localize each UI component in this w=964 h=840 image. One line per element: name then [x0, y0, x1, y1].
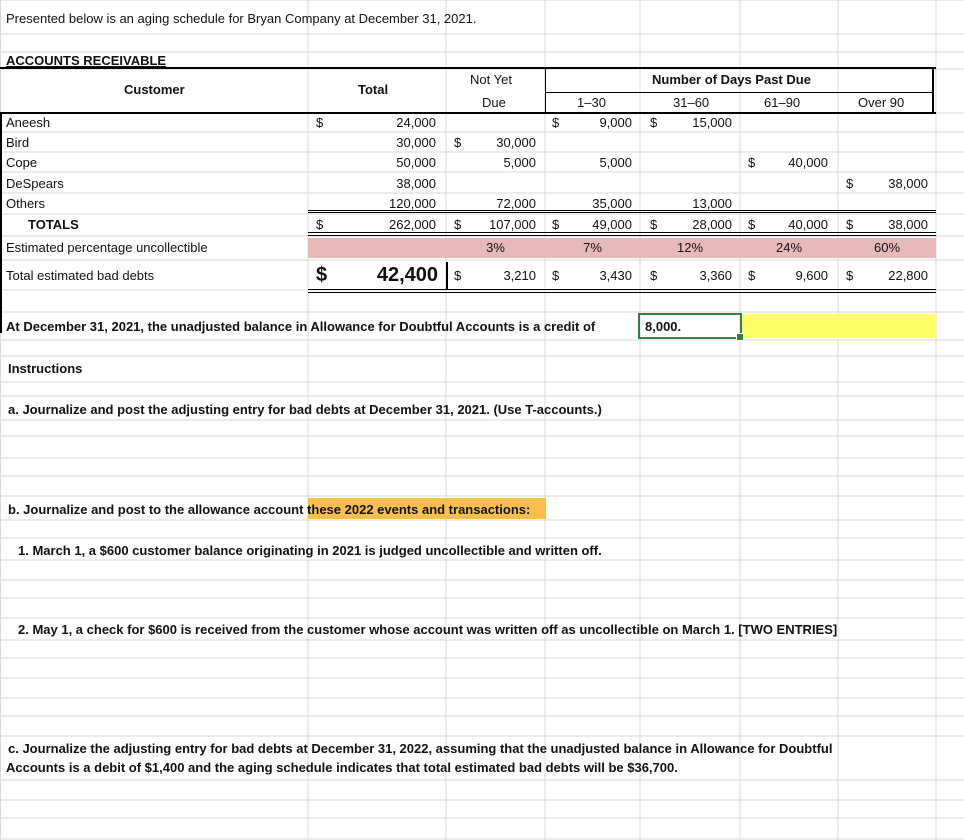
- percent-b2: 12%: [676, 240, 704, 255]
- bad-debts-b1: 3,430: [599, 268, 632, 283]
- instruction-c-line1: c. Journalize the adjusting entry for bad debts at December 31, 2022, assuming that the unadjusted balance in Allowance for Doubtful: [8, 741, 833, 756]
- row-nyd: 72,000: [496, 196, 536, 211]
- dollar-sign: $: [748, 217, 756, 232]
- days-header-underline: [545, 92, 934, 93]
- row-b2: 13,000: [692, 196, 732, 211]
- dollar-sign: $: [552, 217, 560, 232]
- row-b2: 15,000: [692, 115, 732, 130]
- row-total: 24,000: [396, 115, 436, 130]
- allowance-row-highlight: [740, 314, 936, 338]
- customer-name: Cope: [6, 155, 38, 170]
- header-61-90: 61–90: [764, 95, 801, 110]
- bad-debts-b4: 22,800: [888, 268, 928, 283]
- bad-debts-total: 42,400: [376, 264, 438, 286]
- header-1-30: 1–30: [577, 95, 606, 110]
- allowance-value[interactable]: 8,000.: [645, 319, 682, 334]
- header-31-60: 31–60: [673, 95, 710, 110]
- instructions-title: Instructions: [8, 361, 83, 376]
- header-customer: Customer: [124, 82, 185, 97]
- header-not-yet: Not Yet: [470, 72, 512, 87]
- dollar-sign: $: [454, 135, 462, 150]
- selected-cell[interactable]: [638, 313, 742, 339]
- dollar-sign: $: [552, 115, 560, 130]
- instruction-b: b. Journalize and post to the allowance account these 2022 events and transactions:: [8, 502, 531, 517]
- bad-debts-b3: 9,600: [795, 268, 828, 283]
- header-total: Total: [358, 82, 389, 97]
- instruction-b1: 1. March 1, a $600 customer balance originating in 2021 is judged uncollectible and written off.: [18, 543, 602, 558]
- bad-debts-bottom-border-2: [308, 292, 936, 293]
- percent-nyd: 3%: [486, 240, 505, 255]
- days-header-left-border: [545, 69, 546, 113]
- row-total: 30,000: [396, 135, 436, 150]
- row-total: 38,000: [396, 176, 436, 191]
- customer-name: Aneesh: [6, 115, 51, 130]
- customer-name: Others: [6, 196, 46, 211]
- dollar-sign: $: [846, 217, 854, 232]
- header-due: Due: [482, 95, 506, 110]
- percent-b1: 7%: [583, 240, 602, 255]
- percent-b3: 24%: [775, 240, 803, 255]
- row-nyd: 5,000: [503, 155, 536, 170]
- instruction-a: a. Journalize and post the adjusting entry for bad debts at December 31, 2021. (Use T-accounts.): [8, 402, 602, 417]
- instruction-c-line2: Accounts is a debit of $1,400 and the aging schedule indicates that total estimated bad debts will be $36,700.: [6, 760, 678, 775]
- totals-nyd: 107,000: [489, 217, 536, 232]
- row-total: 120,000: [389, 196, 436, 211]
- allowance-text: At December 31, 2021, the unadjusted balance in Allowance for Doubtful Accounts is a credit of: [6, 319, 596, 334]
- totals-total: 262,000: [389, 217, 436, 232]
- dollar-sign: $: [650, 217, 658, 232]
- dollar-sign: $: [748, 155, 756, 170]
- row-b3: 40,000: [788, 155, 828, 170]
- instruction-b2: 2. May 1, a check for $600 is received from the customer whose account was written off as uncollectible on March 1. [TWO ENTRIES]: [18, 622, 838, 637]
- row-nyd: 30,000: [496, 135, 536, 150]
- dollar-sign: $: [316, 217, 324, 232]
- row-b4: 38,000: [888, 176, 928, 191]
- totals-b1: 49,000: [592, 217, 632, 232]
- table-right-border: [932, 67, 934, 113]
- percent-label: Estimated percentage uncollectible: [6, 240, 208, 255]
- dollar-sign: $: [650, 268, 658, 283]
- customer-name: Bird: [6, 135, 30, 150]
- bad-debts-label: Total estimated bad debts: [6, 268, 155, 283]
- fill-handle[interactable]: [736, 333, 744, 341]
- totals-b4: 38,000: [888, 217, 928, 232]
- row-b1: 5,000: [599, 155, 632, 170]
- totals-b2: 28,000: [692, 217, 732, 232]
- header-over-90: Over 90: [858, 95, 905, 110]
- row-total: 50,000: [396, 155, 436, 170]
- total-cell-right-border: [446, 262, 448, 290]
- totals-top-border-2: [308, 212, 936, 213]
- dollar-sign: $: [650, 115, 658, 130]
- header-days-past-due: Number of Days Past Due: [652, 72, 811, 87]
- section-title: ACCOUNTS RECEIVABLE: [6, 53, 167, 68]
- dollar-sign: $: [316, 115, 324, 130]
- table-left-border: [0, 113, 2, 333]
- dollar-sign: $: [552, 268, 560, 283]
- header-bottom-border: [0, 112, 936, 114]
- totals-b3: 40,000: [788, 217, 828, 232]
- customer-name: DeSpears: [6, 176, 64, 191]
- dollar-sign: $: [748, 268, 756, 283]
- dollar-sign: $: [454, 268, 462, 283]
- bad-debts-b2: 3,360: [699, 268, 732, 283]
- dollar-sign: $: [846, 268, 854, 283]
- row-b1: 35,000: [592, 196, 632, 211]
- bad-debts-nyd: 3,210: [503, 268, 536, 283]
- intro-text: Presented below is an aging schedule for Bryan Company at December 31, 2021.: [6, 11, 477, 26]
- totals-bottom-border-2: [308, 235, 936, 236]
- dollar-sign: $: [846, 176, 854, 191]
- totals-label: TOTALS: [28, 217, 79, 232]
- bad-debts-bottom-border: [308, 289, 936, 290]
- dollar-sign: $: [454, 217, 462, 232]
- row-b1: 9,000: [599, 115, 632, 130]
- percent-b4: 60%: [873, 240, 901, 255]
- dollar-sign: $: [316, 264, 328, 286]
